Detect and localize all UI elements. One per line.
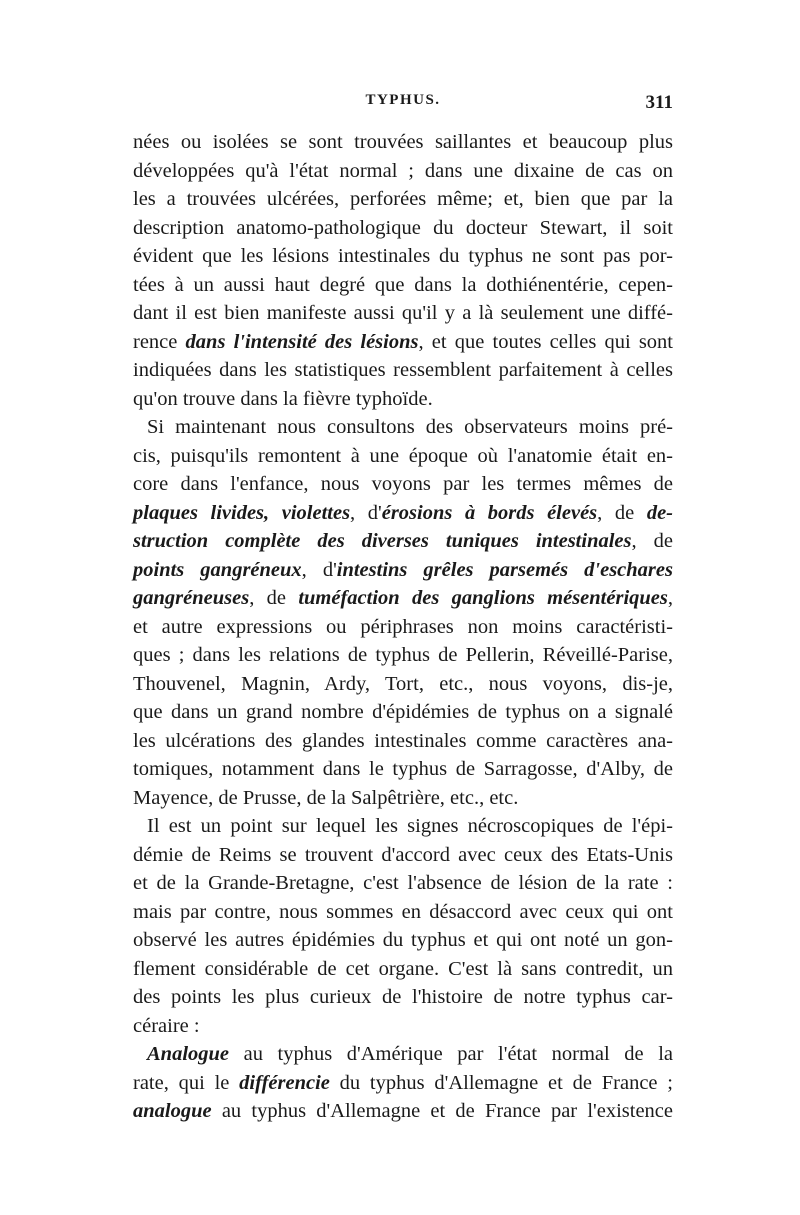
text-line [133,1069,673,1098]
running-head [133,92,673,118]
text-line [133,1012,673,1041]
italic-text: intestins grêles parsemés d'eschares [336,558,673,581]
text-fragment: et de la Grande-Bretagne, c'est l'absence de lésion de la rate : [133,872,673,894]
text-fragment: Thouvenel, Magnin, Ardy, Tort, etc., nous voyons, dis-je, [133,672,673,695]
text-fragment: développées qu'à l'état normal ; dans une dixaine de cas on [133,159,673,182]
text-fragment: du typhus d'Allemagne et de France ; [329,1071,673,1094]
text-fragment: flement considérable de cet organe. C'est là sans contredit, un [133,957,673,980]
text-line [133,556,673,585]
text-line [133,185,673,214]
text-fragment: Si maintenant nous consultons des observateurs moins pré- [147,416,673,438]
running-title: TYPHUS. [365,92,441,108]
text-line [133,214,673,243]
text-line [133,442,673,471]
text-fragment: que dans un grand nombre d'épidémies de typhus on a signalé [133,701,673,723]
text-fragment: , d' [301,558,337,581]
text-fragment: Mayence, de Prusse, de la Salpêtrière, etc., etc. [133,786,519,809]
text-fragment: et autre expressions ou périphrases non moins caractéristi- [133,615,673,638]
italic-text: analogue [133,1100,212,1122]
text-line [133,613,673,642]
text-line [133,698,673,727]
text-fragment: évident que les lésions intestinales du typhus ne sont pas por- [133,245,673,267]
text-line [133,470,673,499]
text-line [133,1097,673,1126]
text-line [133,356,673,385]
text-line [133,271,673,300]
text-fragment: les a trouvées ulcérées, perforées même; et, bien que par la [133,188,673,210]
text-fragment: qu'on trouve dans la fièvre typhoïde. [133,387,433,410]
text-fragment: mais par contre, nous sommes en désaccord avec ceux qui ont [133,900,673,923]
text-line [133,499,673,528]
text-fragment: au typhus d'Amérique par l'état normal de la [229,1043,673,1065]
text-line [133,242,673,271]
text-fragment: , [667,587,673,609]
text-fragment: nées ou isolées se sont trouvées saillantes et beaucoup plus [133,131,673,153]
italic-text: différencie [239,1071,330,1094]
text-line [133,299,673,328]
text-line [133,784,673,813]
text-fragment: des points les plus curieux de l'histoire de notre typhus car- [133,986,673,1008]
text-line [133,727,673,756]
text-line [133,812,673,841]
body-text [133,128,673,1126]
text-line [133,755,673,784]
italic-text: Analogue [147,1043,230,1065]
text-line [133,670,673,699]
text-fragment: , d' [350,501,382,524]
text-fragment: au typhus d'Allemagne et de France par l'existence [211,1100,673,1122]
italic-text: tuméfaction des ganglions mésentériques [298,587,668,609]
italic-text: plaques livides, violettes [133,501,351,524]
italic-text: struction complète des diverses tuniques intestinales [133,530,632,552]
text-fragment: démie de Reims se trouvent d'accord avec ceux des Etats-Unis [133,843,673,866]
text-line [133,926,673,955]
text-fragment: , de [631,530,673,552]
text-line [133,898,673,927]
page-number: 311 [645,92,673,113]
text-fragment: Il est un point sur lequel les signes nécroscopiques de l'épi- [147,815,673,837]
italic-text: érosions à bords élevés [381,501,598,524]
text-fragment: cis, puisqu'ils remontent à une époque où l'anatomie était en- [133,444,673,467]
italic-text: points gangréneux [133,558,302,581]
text-line [133,869,673,898]
text-fragment: , et que toutes celles qui sont [418,330,673,353]
italic-text: de- [646,501,673,524]
text-fragment: rence [133,330,186,353]
text-fragment: description anatomo-pathologique du docteur Stewart, il soit [133,216,673,239]
text-fragment: tomiques, notamment dans le typhus de Sarragosse, d'Alby, de [133,758,673,780]
text-fragment: observé les autres épidémies du typhus et qui ont noté un gon- [133,929,673,951]
text-fragment: céraire : [133,1014,200,1037]
text-line [133,1040,673,1069]
text-line [133,157,673,186]
text-fragment: , de [597,501,647,524]
italic-text: gangréneuses [133,587,250,609]
italic-text: dans l'intensité des lésions [185,330,419,353]
text-line [133,983,673,1012]
text-fragment: , de [249,587,299,609]
text-fragment: core dans l'enfance, nous voyons par les termes mêmes de [133,473,673,495]
text-fragment: tées à un aussi haut degré que dans la dothiénentérie, cepen- [133,273,673,296]
text-fragment: indiquées dans les statistiques ressemblent parfaitement à celles [133,359,673,381]
text-line [133,841,673,870]
text-fragment: rate, qui le [133,1071,240,1094]
text-line [133,385,673,414]
text-fragment: les ulcérations des glandes intestinales comme caractères ana- [133,729,673,752]
text-line [133,527,673,556]
text-line [133,955,673,984]
text-line [133,128,673,157]
text-line [133,328,673,357]
text-line [133,641,673,670]
text-fragment: dant il est bien manifeste aussi qu'il y a là seulement une diffé- [133,302,673,324]
text-fragment: ques ; dans les relations de typhus de Pellerin, Réveillé-Parise, [133,644,673,666]
text-line [133,584,673,613]
text-line [133,413,673,442]
